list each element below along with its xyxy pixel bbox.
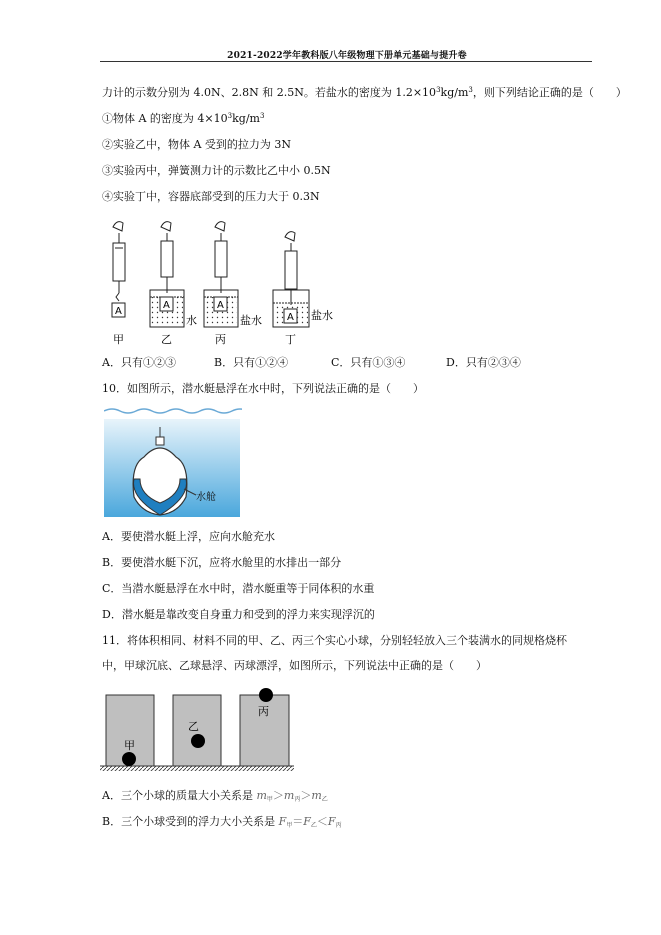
label-a-jia: A xyxy=(115,306,122,317)
liquid-label-shui: 水 xyxy=(186,314,197,327)
figure-ding xyxy=(273,232,309,327)
q9-option-c[interactable]: C．只有①③④ xyxy=(331,356,406,369)
label-water-tank: 水舱 xyxy=(196,492,216,503)
q11-stem-line-2: 中，甲球沉底、乙球悬浮、丙球漂浮，如图所示，下列说法中正确的是（ ） xyxy=(102,659,487,672)
label-bing: 丙 xyxy=(258,705,269,718)
q11-option-b[interactable]: B．三个小球受到的浮力大小关系是 $F_甲=F_乙<F_丙$ xyxy=(102,815,342,829)
q10-option-a[interactable]: A．要使潜水艇上浮，应向水舱充水 xyxy=(102,530,275,543)
figure-yi xyxy=(150,222,184,327)
ball-yi xyxy=(191,734,205,748)
page-header: 2021-2022学年教科版八年级物理下册单元基础与提升卷 xyxy=(227,51,467,61)
q9-statement-4: ④实验丁中，容器底部受到的压力大于 0.3N xyxy=(102,190,320,203)
caption-jia: 甲 xyxy=(113,333,124,346)
q9-spring-scale-figure xyxy=(95,215,345,347)
q11-stem-line-1: 11．将体积相同、材料不同的甲、乙、丙三个实心小球，分别轻轻放入三个装满水的同规格烧杯 xyxy=(102,634,567,647)
figure-bing xyxy=(204,222,238,327)
caption-ding: 丁 xyxy=(285,333,296,346)
q10-option-d[interactable]: D．潜水艇是靠改变自身重力和受到的浮力来实现浮沉的 xyxy=(102,608,375,621)
q9-stem: 力计的示数分别为 4.0N、2.8N 和 2.5N。若盐水的密度为 $1.2\times 10^3kg/m^3$，则下列结论正确的是（ ） xyxy=(102,86,627,99)
q11-option-a[interactable]: A．三个小球的质量大小关系是 $m_甲>m_丙>m_乙$ xyxy=(102,789,328,803)
caption-bing: 丙 xyxy=(215,333,226,346)
q9-statement-1: ①物体 A 的密度为 $4\times 10^3kg/m^3$ xyxy=(102,112,265,125)
liquid-label-yanshui-1: 盐水 xyxy=(240,314,262,327)
q9-option-b[interactable]: B．只有①②④ xyxy=(214,356,289,369)
q9-option-a[interactable]: A．只有①②③ xyxy=(102,356,176,369)
label-yi: 乙 xyxy=(188,720,199,733)
figure-jia xyxy=(112,222,125,317)
ball-jia xyxy=(122,752,136,766)
label-a-yi: A xyxy=(163,300,170,311)
label-jia: 甲 xyxy=(124,739,135,752)
q10-option-c[interactable]: C．当潜水艇悬浮在水中时，潜水艇重等于同体积的水重 xyxy=(102,582,375,595)
header-rule xyxy=(100,61,592,62)
q9-statement-2: ②实验乙中，物体 A 受到的拉力为 3N xyxy=(102,138,292,151)
q10-submarine-figure xyxy=(104,405,242,519)
q9-option-d[interactable]: D．只有②③④ xyxy=(446,356,521,369)
q10-option-b[interactable]: B．要使潜水艇下沉，应将水舱里的水排出一部分 xyxy=(102,556,342,569)
liquid-label-yanshui-2: 盐水 xyxy=(311,309,333,322)
q11-beakers-figure xyxy=(98,684,298,774)
label-a-ding: A xyxy=(287,312,294,323)
q10-stem: 10．如图所示，潜水艇悬浮在水中时，下列说法正确的是（ ） xyxy=(102,382,424,395)
q9-statement-3: ③实验丙中，弹簧测力计的示数比乙中小 0.5N xyxy=(102,164,331,177)
ball-bing xyxy=(259,688,273,702)
label-a-bing: A xyxy=(217,300,224,311)
caption-yi: 乙 xyxy=(161,333,172,346)
